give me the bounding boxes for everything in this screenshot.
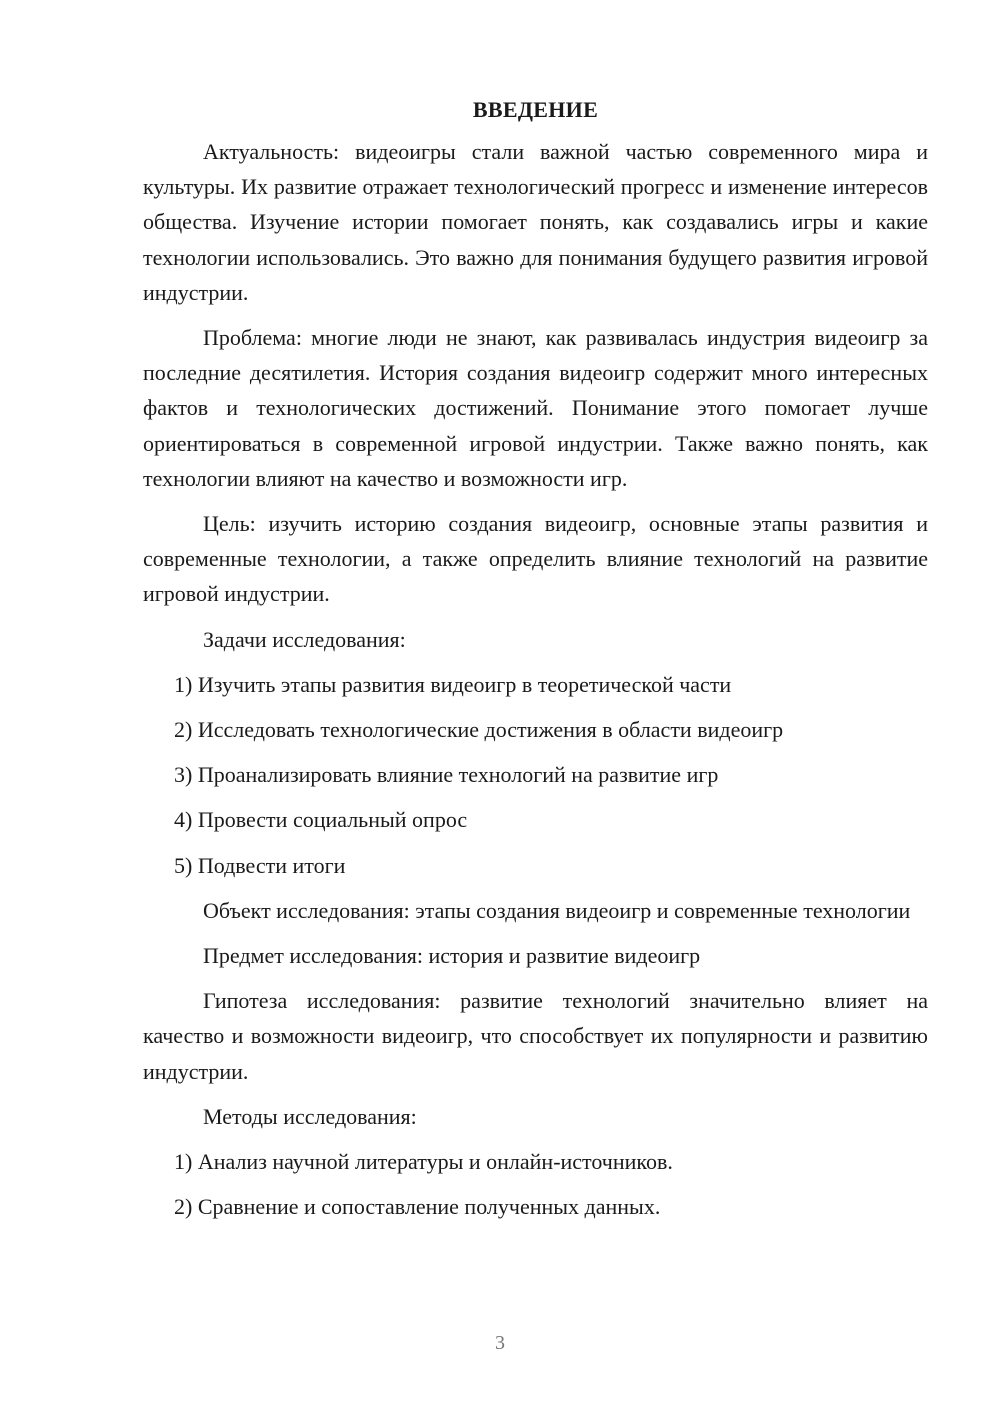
document-page — [143, 90, 928, 1234]
list-item: 2) Исследовать технологические достижения в области видеоигр — [174, 717, 784, 743]
goal-paragraph: Цель: изучить историю создания видеоигр, основные этапы развития и современные технологии, а также определить влияние технологий на развитие игровой индустрии. — [143, 511, 928, 607]
page-number: 3 — [495, 1332, 505, 1354]
list-item: 5) Подвести итоги — [174, 852, 346, 878]
methods-heading: Методы исследования: — [203, 1103, 417, 1129]
list-item: 2) Сравнение и сопоставление полученных данных. — [174, 1194, 661, 1220]
list-item: 3) Проанализировать влияние технологий на развитие игр — [174, 762, 719, 788]
object-paragraph: Объект исследования: этапы создания видеоигр и современные технологии — [203, 897, 911, 923]
list-item: 1) Изучить этапы развития видеоигр в теоретической части — [174, 671, 732, 697]
methods-list — [143, 1144, 928, 1224]
page-title: ВВЕДЕНИЕ — [472, 97, 599, 122]
tasks-heading: Задачи исследования: — [203, 626, 406, 652]
list-item: 4) Провести социальный опрос — [174, 807, 468, 833]
relevance-paragraph: Актуальность: видеоигры стали важной частью современного мира и культуры. Их развитие отражает технологический прогресс и изменение интересов общества. Изучение истории помогает понять, как создавались игры и какие технологии использовались. Это важно для понимания будущего развития игровой индустрии. — [143, 139, 928, 305]
hypothesis-paragraph: Гипотеза исследования: развитие технологий значительно влияет на качество и возможности видеоигр, что способствует их популярности и развитию индустрии. — [143, 988, 928, 1084]
subject-paragraph: Предмет исследования: история и развитие видеоигр — [203, 943, 701, 969]
list-item: 1) Анализ научной литературы и онлайн-источников. — [174, 1149, 673, 1175]
tasks-list — [143, 667, 928, 883]
problem-paragraph: Проблема: многие люди не знают, как развивалась индустрия видеоигр за последние десятилетия. История создания видеоигр содержит много интересных фактов и технологических достижений. Понимание этого помогает лучше ориентироваться в современной игровой индустрии. Также важно понять, как технологии влияют на качество и возможности игр. — [143, 325, 928, 491]
